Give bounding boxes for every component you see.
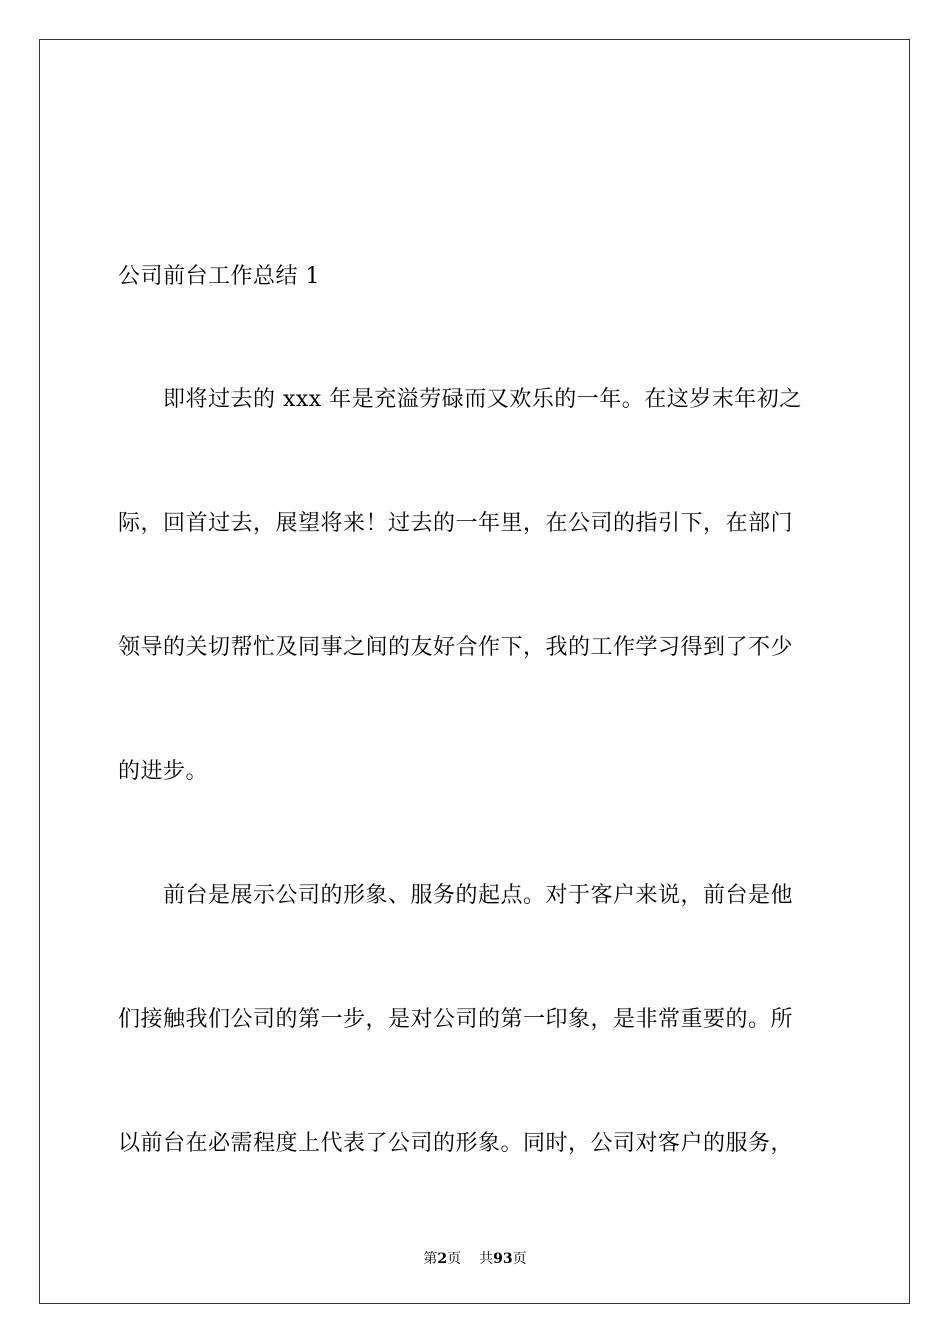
document-title: 公司前台工作总结 1 [118,264,320,289]
page-footer [0,1250,950,1268]
page-frame [39,39,910,1304]
page-prefix: 第 [423,1251,438,1267]
paragraph-2-line-1: 前台是展示公司的形象、服务的起点。对于客户来说，前台是他 [163,883,794,908]
total-suffix: 页 [512,1251,527,1267]
paragraph-1-line-1: 即将过去的 xxx 年是充溢劳碌而又欢乐的一年。在这岁末年初之 [163,387,802,412]
page-number: 2 [437,1251,448,1267]
paragraph-2-line-3: 以前台在必需程度上代表了公司的形象。同时，公司对客户的服务， [118,1131,794,1156]
paragraph-1-line-3: 领导的关切帮忙及同事之间的友好合作下，我的工作学习得到了不少 [118,635,794,660]
paragraph-1-line-4: 的进步。 [118,759,209,784]
paragraph-2-line-2: 们接触我们公司的第一步，是对公司的第一印象，是非常重要的。所 [118,1007,794,1032]
total-prefix: 共 [479,1251,494,1267]
page-suffix: 页 [447,1251,462,1267]
paragraph-1-line-2: 际，回首过去，展望将来！过去的一年里，在公司的指引下，在部门 [118,511,794,536]
total-pages: 93 [493,1251,513,1267]
